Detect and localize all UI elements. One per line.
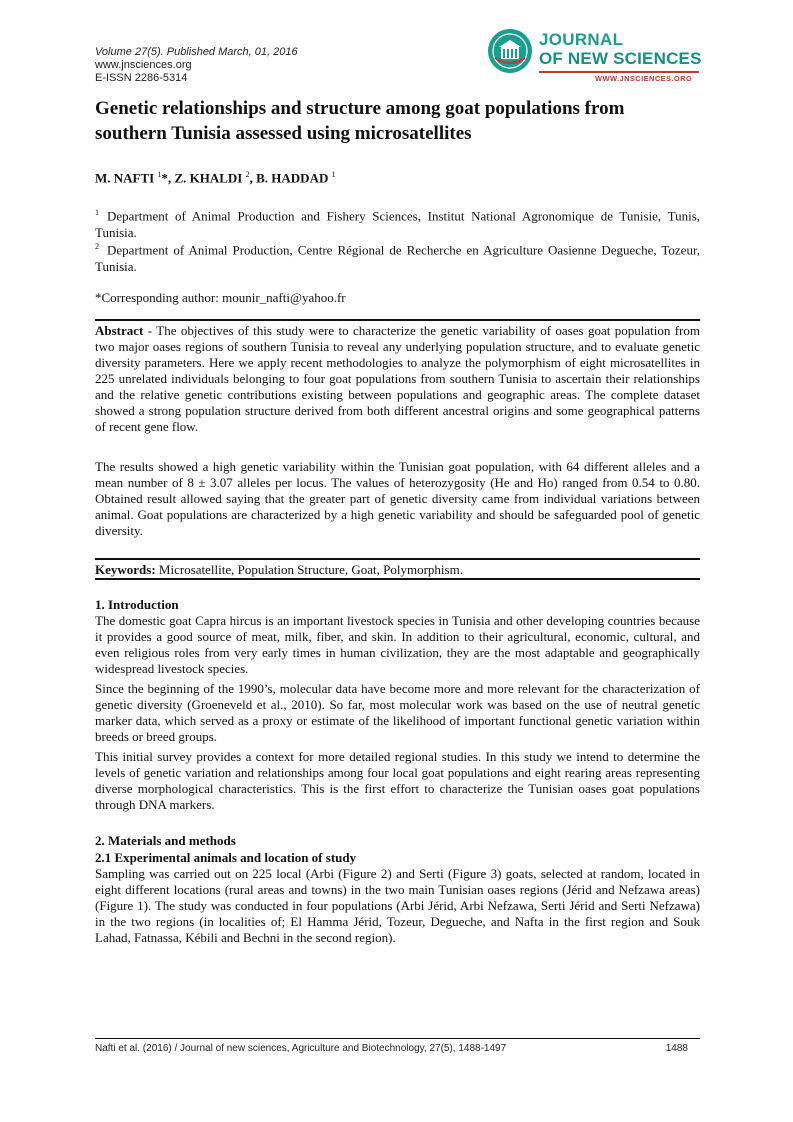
keywords-label: Keywords: — [95, 562, 156, 577]
author-affil-sup: 1 — [331, 170, 336, 179]
footer-citation: Nafti et al. (2016) / Journal of new sciences, Agriculture and Biotechnology, 27(5), 1488-1497 — [95, 1043, 507, 1054]
intro-paragraph-1: The domestic goat Capra hircus is an important livestock species in Tunisia and other developing countries because it provides a good source of meat, milk, fiber, and skin. In addition to their agricultural, economic, cultural, and even religious roles from very early times in human civilization, they are the most adaptable and geographically widespread livestock species. — [95, 613, 700, 676]
eissn-line: E-ISSN 2286-5314 — [95, 72, 188, 84]
journal-logo — [487, 26, 707, 90]
intro-paragraph-2: Since the beginning of the 1990’s, molecular data have become more and more relevant for the characterization of genetic diversity (Groeneveld et al., 2010). So far, most molecular work was based on the use of neutral genetic marker data, which served as a proxy or estimate of the likelihood of important functional genetic variation within breeds or breed groups. — [95, 681, 700, 744]
journal-emblem-icon — [487, 28, 533, 74]
methods-subheading: 2.1 Experimental animals and location of study — [95, 850, 357, 865]
logo-url: WWW.JNSCIENCES.ORG — [595, 74, 693, 83]
author-affil-sup: 2 — [245, 170, 250, 179]
affiliation-text: Department of Animal Production, Centre Régional de Recherche en Agriculture Oasienne Degueche, Tozeur, Tunisia. — [95, 242, 700, 275]
affiliation-2 — [95, 238, 700, 275]
keywords-line — [95, 562, 700, 578]
corresponding-author: *Corresponding author: mounir_nafti@yahoo.fr — [95, 290, 346, 305]
paper-title: Genetic relationships and structure among goat populations from southern Tunisia assessed using microsatellites — [95, 98, 625, 144]
abstract-top-rule — [95, 319, 700, 321]
affiliation-text: Department of Animal Production and Fishery Sciences, Institut National Agronomique de Tunisie, Tunis, Tunisia. — [95, 208, 700, 241]
affiliation-1 — [95, 204, 700, 241]
author-list — [95, 170, 336, 186]
author-separator: , — [249, 170, 257, 186]
logo-divider — [539, 71, 699, 73]
affiliation-sup: 2 — [95, 242, 99, 251]
intro-paragraph-3: This initial survey provides a context for more detailed regional studies. In this study we intend to determine the levels of genetic variation and relationships among four local goat populations and eight rearing areas representing diverse morphological characteristics. This is the first effort to characterize the Tunisian oases goat populations through DNA markers. — [95, 749, 700, 812]
author-name: B. HADDAD — [256, 170, 329, 186]
author-affil-sup: 1 — [157, 170, 162, 179]
intro-heading: 1. Introduction — [95, 597, 179, 612]
abstract-label: Abstract — [95, 323, 144, 338]
logo-line-1: JOURNAL — [539, 30, 624, 49]
journal-header-meta — [95, 46, 298, 85]
abstract-text-1: - The objectives of this study were to characterize the genetic variability of oases goat population from two major oases regions of southern Tunisia to reveal any underlying population structure, and to evaluate genetic diversity parameters. Here we apply recent methodologies to analyze the polymorphism of eight microsatellites in 225 unrelated individuals belonging to four goat populations from southern Tunisia to ascertain their relationships and the relative genetic contributions existing between populations and geographic areas. The complete dataset showed a strong population structure derived from both different ancestral origins and some geographical patterns of recent gene flow. — [95, 323, 700, 434]
methods-paragraph-1: Sampling was carried out on 225 local (Arbi (Figure 2) and Serti (Figure 3) goats, selected at random, located in eight different locations (rural areas and towns) in the two main Tunisian oases regions (Jérid and Nefzawa areas) (Figure 1). The study was conducted in four populations (Arbi Jérid, Arbi Nefzawa, Serti Jérid and Serti Nefzawa) in the two regions (in localities of; El Hamma Jérid, Tozeur, Degueche, and Nafta in the first region and Souk Lahad, Fatnassa, Kébili and Bechni in the second region). — [95, 866, 700, 945]
abstract-paragraph-1 — [95, 323, 700, 435]
abstract-paragraph-2: The results showed a high genetic variability within the Tunisian goat population, with 64 different alleles and a mean number of 8 ± 3.07 alleles per locus. The values of heterozygosity (He and Ho) ranged from 0.54 to 0.80. Obtained result allowed saying that the greater part of genetic diversity came from individual variations between animal. Goat populations are characterized by a high genetic variability and should be safeguarded pool of genetic diversity. — [95, 459, 700, 538]
logo-line-2: OF NEW SCIENCES — [539, 49, 702, 68]
page-footer — [95, 1043, 700, 1054]
author-name: M. NAFTI — [95, 170, 155, 186]
author-separator: *, — [161, 170, 175, 186]
affiliation-sup: 1 — [95, 208, 99, 217]
keywords-text: Microsatellite, Population Structure, Goat, Polymorphism. — [155, 562, 463, 577]
abstract-bottom-rule — [95, 558, 700, 560]
volume-line: Volume 27(5). Published March, 01, 2016 — [95, 46, 298, 58]
keywords-bottom-rule — [95, 578, 700, 580]
footer-rule — [95, 1038, 700, 1039]
methods-heading: 2. Materials and methods — [95, 833, 236, 848]
author-name: Z. KHALDI — [174, 170, 243, 186]
website-line: www.jnsciences.org — [95, 59, 192, 71]
page-number: 1488 — [665, 1043, 688, 1054]
